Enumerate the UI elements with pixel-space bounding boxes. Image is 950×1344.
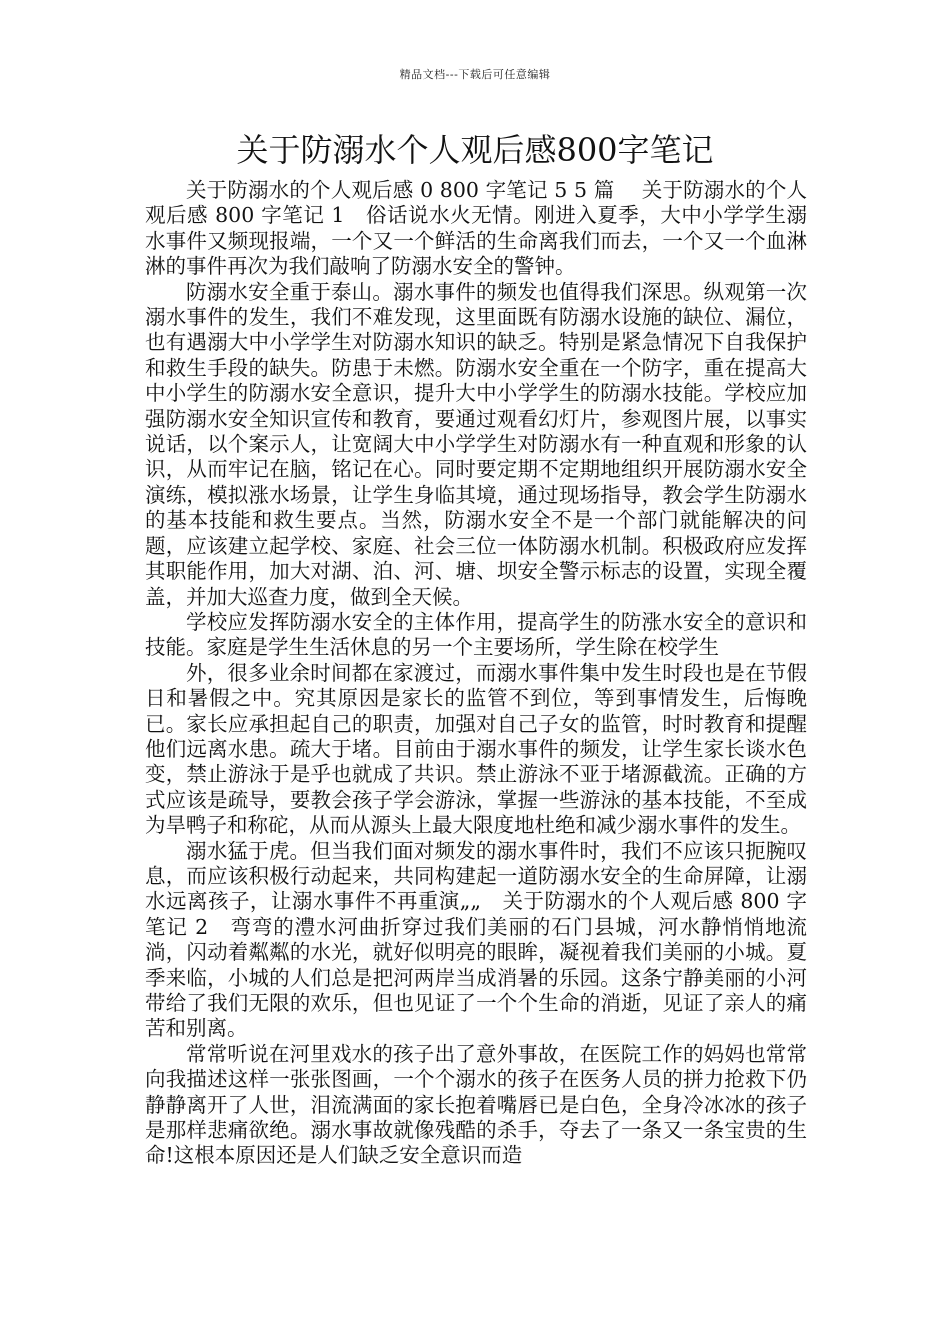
paragraph-4: 外，很多业余时间都在家渡过，而溺水事件集中发生时段也是在节假日和暑假之中。究其原因是家长的监管不到位，等到事情发生，后悔晚已。家长应承担起自己的职责，加强对自己子女的监管，时时教育和提醒他们远离水患。疏大于堵。目前由于溺水事件的频发，让学生家长谈水色变，禁止游泳于是乎也就成了共识。禁止游泳不亚于堵源截流。正确的方式应该是疏导，要教会孩子学会游泳，掌握一些游泳的基本技能，不至成为旱鸭子和称砣，从而从源头上最大限度地杜绝和减少溺水事件的发生。 [145,660,807,838]
paragraph-5: 溺水猛于虎。但当我们面对频发的溺水事件时，我们不应该只扼腕叹息，而应该积极行动起来，共同构建起一道防溺水安全的生命屏障，让溺水远离孩子，让溺水事件不再重演„„ 关于防溺水的个人观后感 800 字笔记 2 弯弯的澧水河曲折穿过我们美丽的石门县城，河水静悄悄地流淌，闪动着粼粼的水光，就好似明亮的眼眸，凝视着我们美丽的小城。夏季来临，小城的人们总是把河两岸当成消暑的乐园。这条宁静美丽的小河带给了我们无限的欢乐，但也见证了一个个生命的消逝，见证了亲人的痛苦和别离。 [145,838,807,1041]
paragraph-6: 常常听说在河里戏水的孩子出了意外事故，在医院工作的妈妈也常常向我描述这样一张张图画，一个个溺水的孩子在医务人员的拼力抢救下仍静静离开了人世，泪流满面的家长抱着嘴唇已是白色，全身冷冰冰的孩子是那样悲痛欲绝。溺水事故就像残酷的杀手，夺去了一条又一条宝贵的生命!这根本原因还是人们缺乏安全意识而造 [145,1041,807,1168]
paragraph-3: 学校应发挥防溺水安全的主体作用，提高学生的防涨水安全的意识和技能。家庭是学生生活休息的另一个主要场所，学生除在校学生 [145,609,807,660]
header-note: 精品文档---下载后可任意编辑 [399,68,551,81]
paragraph-1: 关于防溺水的个人观后感 0 800 字笔记 5 5 篇 关于防溺水的个人观后感 800 字笔记 1 俗话说水火无情。刚进入夏季，大中小学学生溺水事件又频现报端，一个又一个鲜活的生命离我们而去，一个又一个血淋淋的事件再次为我们敲响了防溺水安全的警钟。 [145,178,807,279]
paragraph-2: 防溺水安全重于泰山。溺水事件的频发也值得我们深思。纵观第一次溺水事件的发生，我们不难发现，这里面既有防溺水设施的缺位、漏位，也有遇溺大中小学学生对防溺水知识的缺乏。特别是紧急情况下自我保护和救生手段的缺失。防患于未燃。防溺水安全重在一个防字，重在提高大中小学生的防溺水安全意识，提升大中小学学生的防溺水技能。学校应加强防溺水安全知识宣传和教育，要通过观看幻灯片，参观图片展，以事实说话，以个案示人，让宽阔大中小学学生对防溺水有一种直观和形象的认识，从而牢记在脑，铭记在心。同时要定期不定期地组织开展防溺水安全演练，模拟涨水场景，让学生身临其境，通过现场指导，教会学生防溺水的基本技能和救生要点。当然，防溺水安全不是一个部门就能解决的问题，应该建立起学校、家庭、社会三位一体防溺水机制。积极政府应发挥其职能作用，加大对湖、泊、河、塘、坝安全警示标志的设置，实现全覆盖，并加大巡查力度，做到全天候。 [145,279,807,609]
document-body [145,178,807,1169]
document-title: 关于防溺水个人观后感800字笔记 [236,131,714,169]
